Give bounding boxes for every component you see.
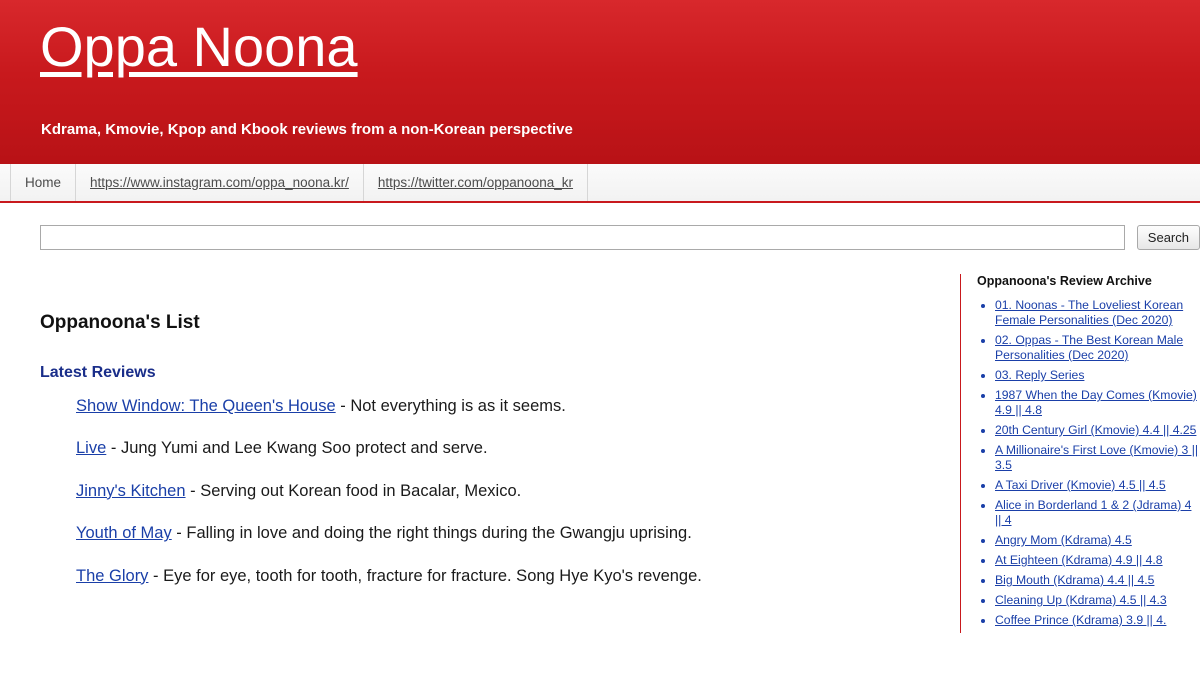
list-item [995, 388, 1200, 418]
list-item [995, 613, 1200, 628]
page-title: Oppanoona's List [40, 312, 200, 333]
nav-item-home[interactable]: Home [10, 164, 76, 201]
review-link[interactable]: The Glory [76, 566, 149, 585]
archive-link[interactable]: A Taxi Driver (Kmovie) 4.5 || 4.5 [995, 478, 1166, 492]
review-description: - Jung Yumi and Lee Kwang Soo protect and serve. [106, 439, 488, 458]
review-link[interactable]: Youth of May [76, 524, 172, 543]
list-item [995, 593, 1200, 608]
archive-link[interactable]: At Eighteen (Kdrama) 4.9 || 4.8 [995, 553, 1163, 567]
review-description: - Not everything is as it seems. [335, 397, 566, 415]
list-item [995, 533, 1200, 548]
primary-navigation [0, 164, 1200, 203]
archive-link[interactable]: 20th Century Girl (Kmovie) 4.4 || 4.25 [995, 423, 1197, 437]
list-item [995, 573, 1200, 588]
archive-link[interactable]: Angry Mom (Kdrama) 4.5 [995, 533, 1132, 547]
archive-link[interactable]: A Millionaire's First Love (Kmovie) 3 || 3.5 [995, 443, 1199, 472]
site-header [0, 0, 1200, 164]
list-item [995, 478, 1200, 493]
search-bar [0, 203, 1200, 250]
nav-item-twitter[interactable]: https://twitter.com/oppanoona_kr [364, 164, 588, 201]
list-item [76, 523, 960, 544]
list-item [995, 443, 1200, 473]
list-item [995, 298, 1200, 328]
review-list [40, 396, 960, 587]
list-item [76, 481, 960, 502]
site-tagline: Kdrama, Kmovie, Kpop and Kbook reviews from a non-Korean perspective [41, 121, 573, 138]
archive-link[interactable]: Big Mouth (Kdrama) 4.4 || 4.5 [995, 573, 1155, 587]
list-item [76, 566, 960, 587]
review-description: - Serving out Korean food in Bacalar, Mexico. [185, 481, 522, 500]
review-link[interactable]: Show Window: The Queen's House [76, 397, 336, 415]
archive-link[interactable]: Coffee Prince (Kdrama) 3.9 || 4. [995, 613, 1167, 627]
list-item [995, 423, 1200, 438]
nav-item-instagram[interactable]: https://www.instagram.com/oppa_noona.kr/ [76, 164, 364, 201]
archive-link[interactable]: 01. Noonas - The Loveliest Korean Female Personalities (Dec 2020) [995, 298, 1184, 327]
list-item [995, 553, 1200, 568]
archive-link[interactable]: 02. Oppas - The Best Korean Male Personalities (Dec 2020) [995, 333, 1184, 362]
sidebar-title: Oppanoona's Review Archive [977, 274, 1152, 288]
review-description: - Eye for eye, tooth for tooth, fracture for fracture. Song Hye Kyo's revenge. [148, 566, 702, 585]
review-link[interactable]: Jinny's Kitchen [76, 481, 186, 500]
list-item [995, 498, 1200, 528]
main-column [0, 274, 960, 633]
archive-link[interactable]: Cleaning Up (Kdrama) 4.5 || 4.3 [995, 593, 1167, 607]
search-button[interactable]: Search [1137, 225, 1200, 250]
list-item [995, 333, 1200, 363]
review-link[interactable]: Live [76, 439, 107, 458]
list-item [995, 368, 1200, 383]
list-item [76, 396, 960, 417]
site-title[interactable]: Oppa Noona [40, 15, 358, 78]
list-item [76, 438, 960, 459]
search-input[interactable] [40, 225, 1125, 250]
sidebar-review-archive [960, 274, 1200, 633]
section-heading-latest-reviews: Latest Reviews [40, 364, 156, 381]
archive-link[interactable]: 1987 When the Day Comes (Kmovie) 4.9 || 4.8 [995, 388, 1197, 417]
archive-link[interactable]: Alice in Borderland 1 & 2 (Jdrama) 4 || 4 [995, 498, 1192, 527]
review-description: - Falling in love and doing the right things during the Gwangju uprising. [171, 524, 692, 543]
archive-link[interactable]: 03. Reply Series [995, 368, 1085, 382]
content-area [0, 250, 1200, 633]
sidebar-archive-list [977, 298, 1200, 628]
